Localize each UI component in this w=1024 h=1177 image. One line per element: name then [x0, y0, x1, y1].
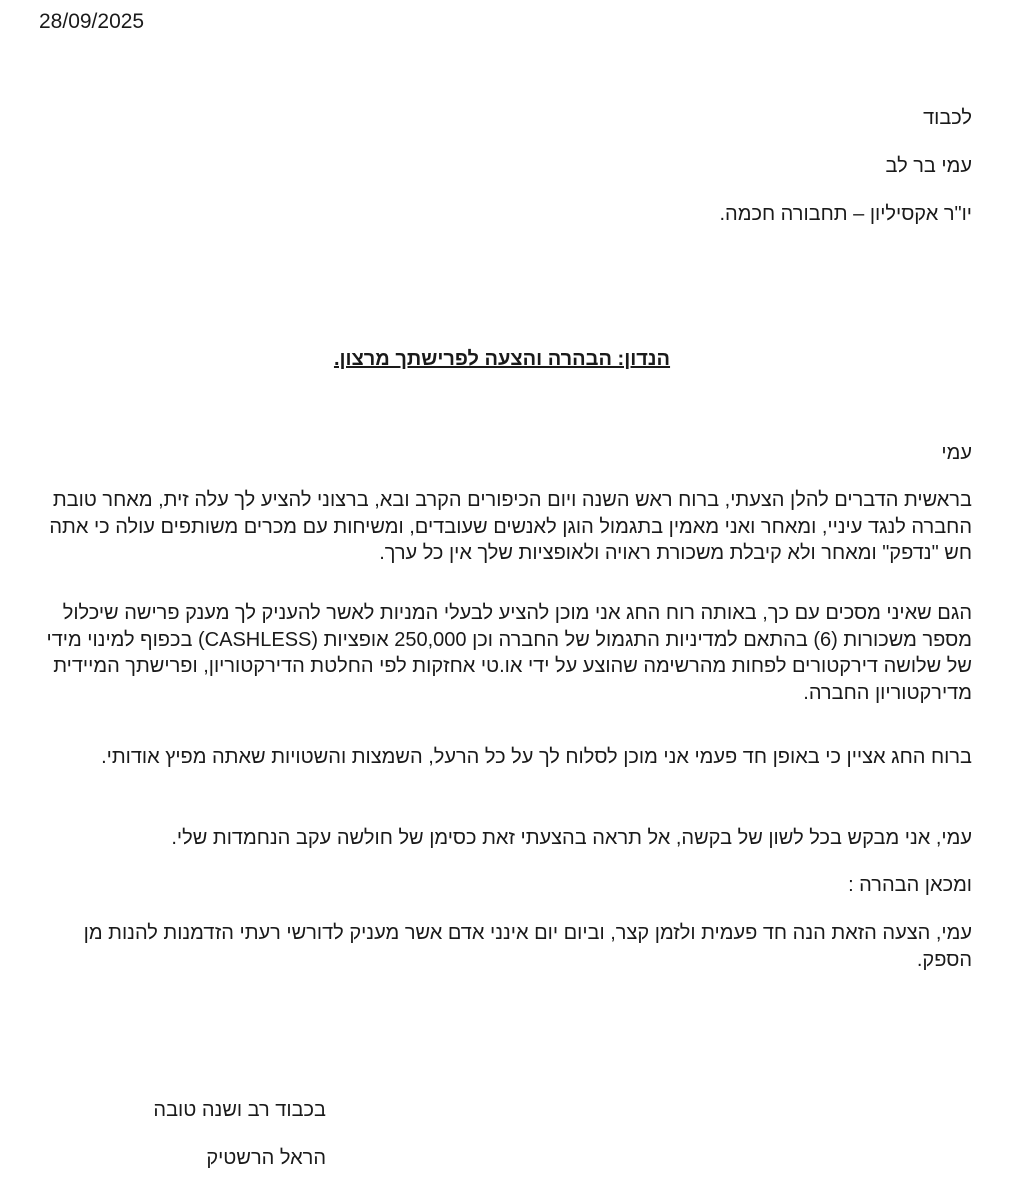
- closing-line: בכבוד רב ושנה טובה: [153, 1099, 326, 1121]
- letter-subject: הנדון: הבהרה והצעה לפרישתך מרצון.: [333, 348, 671, 370]
- recipient-salutation: לכבוד: [923, 107, 972, 129]
- letter-date: 28/09/2025: [39, 10, 145, 33]
- paragraph-2: הגם שאיני מסכים עם כך, באותה רוח החג אני מוכן להציע לבעלי המניות לאשר להעניק לך מענק פרישה שיכלול מספר משכורות (6) בהתאם למדיניות התגמול של החברה וכן 250,000 אופציות (CASHLESS) בכפוף למינוי מידי של שלושה דירקטורים לפחות מהרשימה שהוצע על ידי או.טי אחזקות לפי החלטת הדירקטוריון, ופרישתך המיידית מדירקטוריון החברה.: [46, 602, 972, 704]
- recipient-name: עמי בר לב: [885, 155, 972, 177]
- paragraph-3: ברוח החג אציין כי באופן חד פעמי אני מוכן לסלוח לך על כל הרעל, השמצות והשטויות שאתה מפיץ אודותי.: [101, 746, 972, 768]
- signature-name: הראל הרשטיק: [206, 1147, 326, 1169]
- recipient-title: יו"ר אקסיליון – תחבורה חכמה.: [719, 203, 972, 225]
- letter-greeting: עמי: [941, 442, 972, 464]
- paragraph-6: עמי, הצעה הזאת הנה חד פעמית ולזמן קצר, וביום יום אינני אדם אשר מעניק לדורשי רעתי הזדמנות להנות מן הספק.: [83, 922, 972, 971]
- paragraph-4: עמי, אני מבקש בכל לשון של בקשה, אל תראה בהצעתי זאת כסימן של חולשה עקב הנחמדות שלי.: [171, 827, 972, 849]
- paragraph-5: ומכאן הבהרה :: [848, 874, 972, 896]
- paragraph-1: בראשית הדברים להלן הצעתי, ברוח ראש השנה ויום הכיפורים הקרב ובא, ברצוני להציע לך עלה זית, מאחר טובת החברה לנגד עיניי, ומאחר ואני מאמין בתגמול הוגן לאנשים שעובדים, ומשיחות עם מכרים משותפים עולה כי אתה חש "נדפק" ומאחר ולא קיבלת משכורת ראויה ולאופציות שלך אין כל ערך.: [49, 489, 972, 564]
